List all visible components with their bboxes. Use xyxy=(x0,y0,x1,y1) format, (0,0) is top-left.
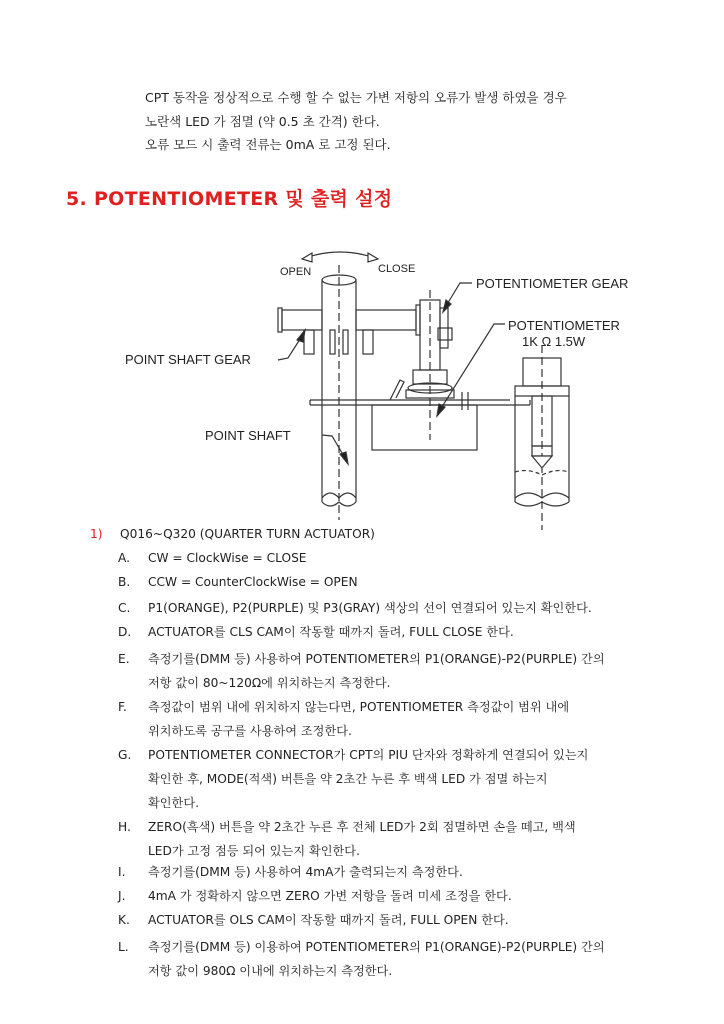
list-item: B. CCW = CounterClockWise = OPEN xyxy=(118,575,358,589)
list-item: I. 측정기를(DMM 등) 사용하여 4mA가 출력되는지 측정한다. xyxy=(118,865,463,879)
intro-line: 노란색 LED 가 점멸 (약 0.5 초 간격) 한다. xyxy=(145,113,380,129)
section-title: 5. POTENTIOMETER 및 출력 설정 xyxy=(66,188,393,210)
list-item: F. 측정값이 범위 내에 위치하지 않는다면, POTENTIOMETER 측정값이 범위 내에 위치하도록 공구를 사용하여 조정한다. xyxy=(118,700,570,738)
intro-line: CPT 동작을 정상적으로 수행 할 수 없는 가변 저항의 오류가 발생 하였을 경우 xyxy=(145,90,567,105)
point-shaft-gear-label: POINT SHAFT GEAR xyxy=(125,352,251,367)
procedure-title xyxy=(90,527,375,541)
list-item: K. ACTUATOR를 OLS CAM이 작동할 때까지 돌려, FULL OPEN 한다. xyxy=(118,913,509,927)
potentiometer-label: POTENTIOMETER xyxy=(508,318,620,333)
list-item: H. ZERO(흑색) 버튼을 약 2초간 누른 후 전체 LED가 2회 점멸하면 손을 떼고, 백색 LED가 고정 점등 되어 있는지 확인한다. xyxy=(118,820,576,858)
potentiometer-diagram xyxy=(110,240,670,530)
list-item: L. 측정기를(DMM 등) 이용하여 POTENTIOMETER의 P1(ORANGE)-P2(PURPLE) 간의 저항 값이 980Ω 이내에 위치하는지 측정한다. xyxy=(118,940,605,978)
list-item: D. ACTUATOR를 CLS CAM이 작동할 때까지 돌려, FULL CLOSE 한다. xyxy=(118,625,514,639)
list-item: G. POTENTIOMETER CONNECTOR가 CPT의 PIU 단자와 정확하게 연결되어 있는지 확인한 후, MODE(적색) 버튼을 약 2초간 누른 후 백색 LED 가 점멸 하는지 확인한다. xyxy=(118,748,589,810)
point-shaft-label: POINT SHAFT xyxy=(205,428,291,443)
procedure-number: 1) xyxy=(90,527,103,541)
list-item: J. 4mA 가 정확하지 않으면 ZERO 가변 저항을 돌려 미세 조정을 한다. xyxy=(118,889,512,903)
list-item: A. CW = ClockWise = CLOSE xyxy=(118,551,307,565)
open-label: OPEN xyxy=(280,266,312,278)
list-item: C. P1(ORANGE), P2(PURPLE) 및 P3(GRAY) 색상의 선이 연결되어 있는지 확인한다. xyxy=(118,601,592,615)
intro-line: 오류 모드 시 출력 전류는 0mA 로 고정 된다. xyxy=(145,137,391,152)
procedure-title-text: Q016~Q320 (QUARTER TURN ACTUATOR) xyxy=(120,527,375,541)
potentiometer-spec-label: 1K Ω 1.5W xyxy=(522,334,586,349)
close-label: CLOSE xyxy=(378,263,416,275)
intro-paragraph xyxy=(145,86,567,157)
potentiometer-gear-label: POTENTIOMETER GEAR xyxy=(476,276,629,291)
list-item: E. 측정기를(DMM 등) 사용하여 POTENTIOMETER의 P1(ORANGE)-P2(PURPLE) 간의 저항 값이 80~120Ω에 위치하는지 측정한다. xyxy=(118,652,605,690)
